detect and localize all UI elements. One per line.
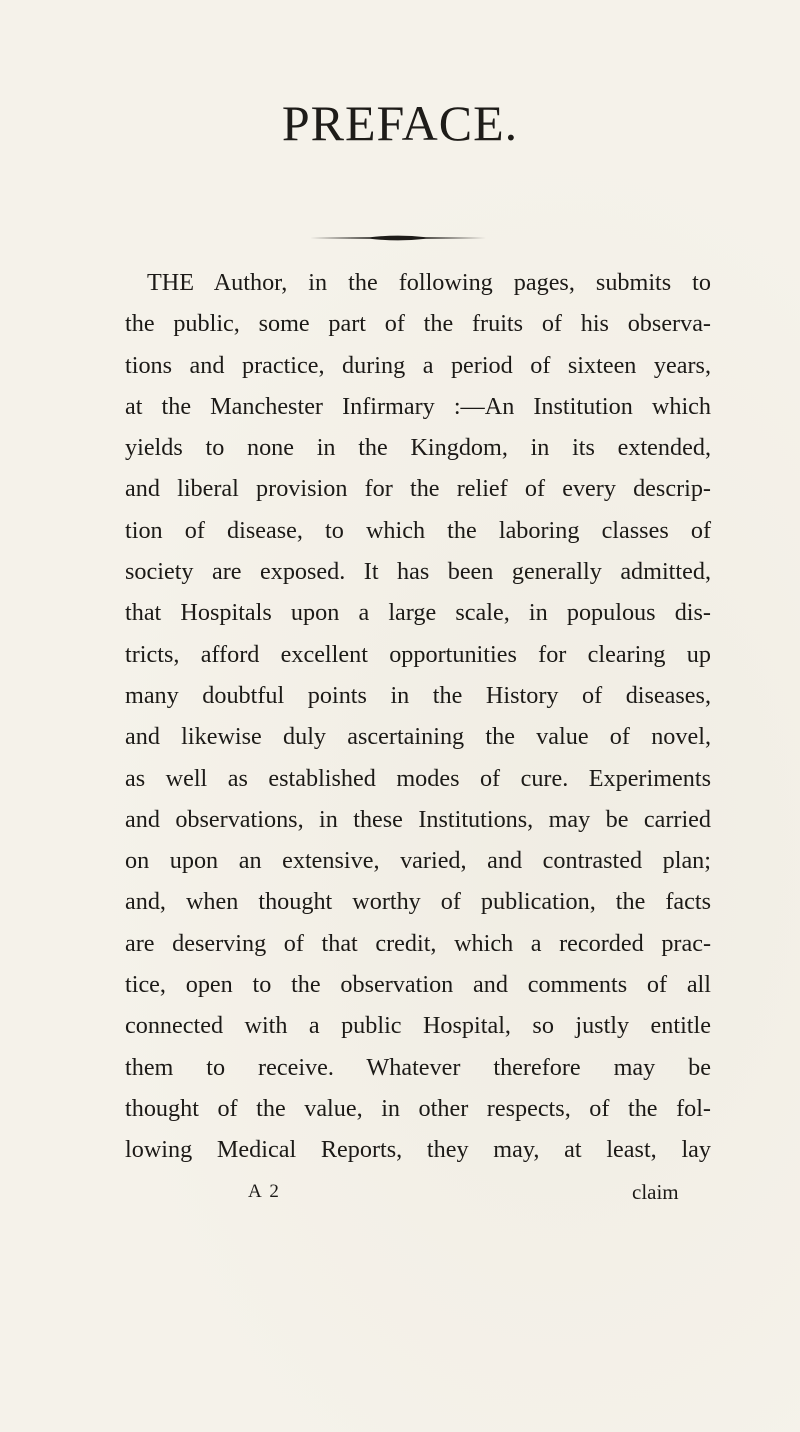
- text-line: many doubtful points in the History of diseases,: [125, 681, 711, 709]
- text-line: society are exposed. It has been generally admitted,: [125, 558, 711, 586]
- text-line: at the Manchester Infirmary :—An Institution which: [125, 392, 711, 420]
- text-line: tice, open to the observation and comments of all: [125, 971, 711, 999]
- text-line: and observations, in these Institutions, may be carried: [125, 805, 711, 833]
- text-line: tricts, afford excellent opportunities for clearing up: [125, 640, 711, 668]
- text-line: them to receive. Whatever therefore may be: [125, 1053, 711, 1081]
- catchword: claim: [632, 1180, 679, 1204]
- page-footer: [0, 1177, 800, 1207]
- signature-mark: A 2: [248, 1181, 281, 1202]
- text-line: that Hospitals upon a large scale, in populous dis-: [125, 599, 711, 627]
- text-line: and, when thought worthy of publication, the facts: [125, 888, 711, 916]
- text-line: THE Author, in the following pages, submits to: [147, 269, 711, 296]
- text-line: and liberal provision for the relief of every descrip-: [125, 475, 711, 503]
- text-line: connected with a public Hospital, so justly entitle: [125, 1012, 711, 1040]
- preface-body: [125, 262, 711, 1171]
- text-line: thought of the value, in other respects, of the fol-: [125, 1094, 711, 1122]
- text-line: on upon an extensive, varied, and contrasted plan;: [125, 847, 711, 875]
- text-line: tion of disease, to which the laboring classes of: [125, 516, 711, 544]
- text-line: yields to none in the Kingdom, in its extended,: [125, 434, 711, 462]
- text-line: are deserving of that credit, which a recorded prac-: [125, 929, 711, 957]
- text-line: and likewise duly ascertaining the value of novel,: [125, 723, 711, 751]
- ornamental-rule: [310, 234, 486, 242]
- text-line: the public, some part of the fruits of his observa-: [125, 310, 711, 338]
- text-line: tions and practice, during a period of sixteen years,: [125, 351, 711, 379]
- page-heading: PREFACE.: [281, 95, 519, 151]
- text-line: lowing Medical Reports, they may, at least, lay: [125, 1136, 711, 1164]
- text-line: as well as established modes of cure. Experiments: [125, 764, 711, 792]
